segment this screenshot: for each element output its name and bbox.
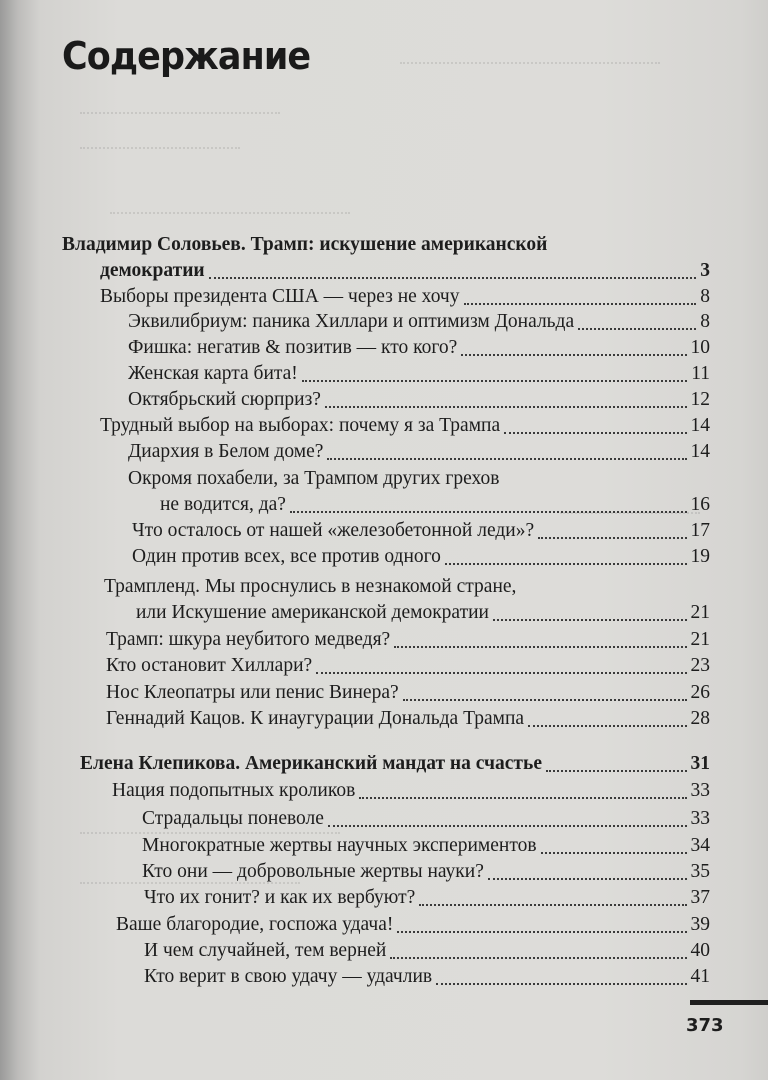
toc-entry-title: Нация подопытных кроликов	[112, 780, 356, 801]
toc-entry	[80, 751, 710, 777]
toc-entry-line1: Окромя похабели, за Трампом других грехов	[128, 468, 500, 489]
leader-dots	[209, 277, 697, 279]
page-number: 373	[686, 1015, 724, 1036]
toc-entry-page: 21	[690, 629, 710, 650]
leader-dots	[436, 983, 686, 985]
toc-entry-line1: Трампленд. Мы проснулись в незнакомой стране,	[104, 576, 517, 597]
toc-entry-title: Что их гонит? и как их вербуют?	[144, 887, 416, 908]
leader-dots	[328, 825, 687, 827]
toc-entry-title: Нос Клеопатры или пенис Винера?	[106, 682, 399, 703]
toc-entry-title: Многократные жертвы научных экспериментов	[142, 835, 537, 856]
toc-entry-title: Фишка: негатив & позитив — кто кого?	[128, 337, 458, 358]
toc-entry-page: 37	[690, 887, 710, 908]
toc-entry	[142, 859, 710, 885]
toc-entry-page: 8	[700, 286, 710, 307]
toc-entry	[128, 387, 710, 413]
toc-entry	[132, 518, 710, 544]
toc-entry-title: демократии	[100, 260, 205, 281]
toc-entry-line1: Владимир Соловьев. Трамп: искушение американской	[62, 234, 548, 255]
leader-dots	[325, 406, 687, 408]
toc-entry-title: Кто верит в свою удачу — удачлив	[144, 966, 433, 987]
toc-entry-title: Страдальцы поневоле	[142, 808, 324, 829]
toc-entry	[136, 600, 710, 626]
toc-entry-page: 14	[690, 415, 710, 436]
leader-dots	[538, 537, 686, 539]
leader-dots	[290, 511, 687, 513]
toc-entry-title: Геннадий Кацов. К инаугурации Дональда Трампа	[106, 708, 525, 729]
leader-dots	[397, 931, 686, 933]
toc-entry	[142, 806, 710, 832]
leader-dots	[546, 770, 687, 772]
toc-entry-page: 16	[690, 494, 710, 515]
leader-dots	[316, 672, 686, 674]
toc-entry	[132, 544, 710, 570]
page-title: Содержание	[62, 34, 311, 78]
toc-entry	[128, 439, 710, 465]
toc-entry	[116, 912, 710, 938]
leader-dots	[390, 957, 686, 959]
toc-entry-page: 33	[690, 808, 710, 829]
leader-dots	[504, 432, 686, 434]
toc-entry-page: 10	[690, 337, 710, 358]
toc-entry-title: Что осталось от нашей «железобетонной леди»?	[132, 520, 535, 541]
toc-entry-title: Один против всех, все против одного	[132, 546, 441, 567]
toc-entry-title: Диархия в Белом доме?	[128, 441, 324, 462]
toc-entry	[106, 627, 710, 653]
footer-rule	[690, 1000, 768, 1005]
toc-entry-title: Трамп: шкура неубитого медведя?	[106, 629, 391, 650]
toc-entry-page: 12	[690, 389, 710, 410]
toc-entry-page: 21	[690, 602, 710, 623]
toc-entry-page: 23	[690, 655, 710, 676]
leader-dots	[578, 328, 696, 330]
toc-entry-title: Елена Клепикова. Американский мандат на счастье	[80, 753, 542, 774]
toc-entry-page: 14	[690, 441, 710, 462]
toc-entry-page: 26	[690, 682, 710, 703]
leader-dots	[488, 878, 687, 880]
toc-entry	[100, 413, 710, 439]
leader-dots	[359, 797, 686, 799]
toc-entry-title: Ваше благородие, госпожа удача!	[116, 914, 394, 935]
toc-entry-title: И чем случайней, тем верней	[144, 940, 387, 961]
leader-dots	[541, 852, 687, 854]
toc-entry	[106, 706, 710, 732]
toc-entry	[128, 309, 710, 335]
toc-entry	[142, 833, 710, 859]
toc-entry-title: Женская карта бита!	[128, 363, 298, 384]
toc-entry-page: 41	[690, 966, 710, 987]
toc-entry	[144, 964, 710, 990]
toc-entry	[112, 778, 710, 804]
leader-dots	[464, 303, 697, 305]
leader-dots	[528, 725, 686, 727]
toc-entry-title: Выборы президента США — через не хочу	[100, 286, 460, 307]
leader-dots	[403, 699, 687, 701]
toc-entry	[144, 885, 710, 911]
toc-entry-title: Кто они — добровольные жертвы науки?	[142, 861, 484, 882]
toc-entry-title: Эквилибриум: паника Хиллари и оптимизм Дональда	[128, 311, 575, 332]
toc-entry-page: 28	[690, 708, 710, 729]
toc-entry	[128, 335, 710, 361]
toc-entry-title: Октябрьский сюрприз?	[128, 389, 321, 410]
toc-entry-page: 11	[691, 363, 710, 384]
toc-entry-page: 33	[690, 780, 710, 801]
toc-entry	[100, 284, 710, 310]
toc-entry-page: 3	[700, 260, 710, 281]
toc-entry	[100, 258, 710, 284]
toc-entry	[144, 938, 710, 964]
toc-entry	[160, 492, 710, 518]
toc-entry-title: или Искушение американской демократии	[136, 602, 489, 623]
toc-entry	[106, 653, 710, 679]
leader-dots	[394, 646, 686, 648]
toc-entry-page: 40	[690, 940, 710, 961]
leader-dots	[493, 619, 687, 621]
toc-entry-title: Трудный выбор на выборах: почему я за Трампа	[100, 415, 501, 436]
leader-dots	[302, 380, 687, 382]
toc-entry-page: 39	[690, 914, 710, 935]
leader-dots	[419, 904, 686, 906]
toc-entry	[128, 361, 710, 387]
toc-entry-page: 8	[700, 311, 710, 332]
leader-dots	[445, 563, 687, 565]
toc-entry-page: 34	[690, 835, 710, 856]
toc-entry-page: 35	[690, 861, 710, 882]
toc-entry-title: не водится, да?	[160, 494, 286, 515]
leader-dots	[327, 458, 686, 460]
leader-dots	[461, 354, 686, 356]
toc-entry-page: 19	[690, 546, 710, 567]
toc-entry-page: 17	[690, 520, 710, 541]
toc-entry	[106, 680, 710, 706]
toc-entry-page: 31	[690, 753, 710, 774]
toc-entry-title: Кто остановит Хиллари?	[106, 655, 313, 676]
